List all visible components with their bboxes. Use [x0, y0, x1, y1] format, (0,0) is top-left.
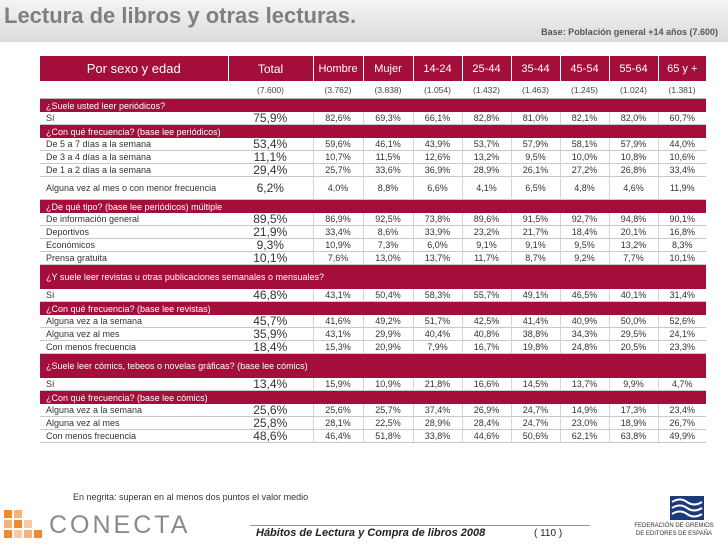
- table-row: [40, 341, 706, 354]
- value-cell: 33,4%: [313, 226, 363, 239]
- table-row: [40, 213, 706, 226]
- table-row: [40, 289, 706, 302]
- question-row: [40, 265, 706, 290]
- value-cell: 41,6%: [313, 315, 363, 328]
- data-table: [40, 56, 706, 443]
- value-cell: 82,8%: [462, 112, 511, 125]
- value-cell: 15,3%: [313, 341, 363, 354]
- column-header-35-44: 35-44: [511, 56, 560, 81]
- total-cell: 48,6%: [228, 430, 313, 443]
- value-cell: 13,7%: [560, 378, 609, 391]
- value-cell: 9,1%: [462, 239, 511, 252]
- table-row: [40, 328, 706, 341]
- value-cell: 46,1%: [363, 138, 413, 151]
- total-cell: 29,4%: [228, 164, 313, 177]
- value-cell: 16,6%: [462, 378, 511, 391]
- value-cell: 51,8%: [363, 430, 413, 443]
- value-cell: 18,9%: [609, 417, 658, 430]
- sample-size-cell: (1.381): [658, 81, 706, 99]
- question-row: [40, 391, 706, 405]
- value-cell: 16,7%: [462, 341, 511, 354]
- total-cell: 21,9%: [228, 226, 313, 239]
- value-cell: 28,4%: [462, 417, 511, 430]
- column-header-total: Total: [228, 56, 313, 81]
- sample-size-cell: (1.463): [511, 81, 560, 99]
- value-cell: 59,6%: [313, 138, 363, 151]
- question-label: ¿Suele leer cómics, tebeos o novelas gráficas? (base lee cómics): [40, 354, 706, 379]
- value-cell: 20,1%: [609, 226, 658, 239]
- value-cell: 40,1%: [609, 289, 658, 302]
- header-bar: [0, 0, 728, 42]
- column-header-55-64: 55-64: [609, 56, 658, 81]
- row-label: Económicos: [40, 239, 228, 252]
- value-cell: 28,9%: [413, 417, 462, 430]
- value-cell: 31,4%: [658, 289, 706, 302]
- value-cell: 43,9%: [413, 138, 462, 151]
- value-cell: 38,8%: [511, 328, 560, 341]
- value-cell: 9,9%: [609, 378, 658, 391]
- value-cell: 4,7%: [658, 378, 706, 391]
- value-cell: 6,5%: [511, 177, 560, 200]
- question-row: [40, 354, 706, 379]
- sample-size-cell: (1.432): [462, 81, 511, 99]
- column-header-25-44: 25-44: [462, 56, 511, 81]
- value-cell: 55,7%: [462, 289, 511, 302]
- value-cell: 7,3%: [363, 239, 413, 252]
- table-row: [40, 252, 706, 265]
- page-title: Lectura de libros y otras lecturas.: [4, 3, 357, 28]
- federation-logo-icon: [670, 496, 704, 520]
- total-cell: 25,8%: [228, 417, 313, 430]
- value-cell: 89,6%: [462, 213, 511, 226]
- sample-size-cell: (3.838): [363, 81, 413, 99]
- table-row: [40, 226, 706, 239]
- table-row: [40, 138, 706, 151]
- value-cell: 15,9%: [313, 378, 363, 391]
- table-row: [40, 404, 706, 417]
- row-label: Alguna vez a la semana: [40, 315, 228, 328]
- value-cell: 10,6%: [658, 151, 706, 164]
- value-cell: 29,9%: [363, 328, 413, 341]
- value-cell: 24,1%: [658, 328, 706, 341]
- value-cell: 43,1%: [313, 328, 363, 341]
- value-cell: 26,7%: [658, 417, 706, 430]
- value-cell: 44,6%: [462, 430, 511, 443]
- value-cell: 23,2%: [462, 226, 511, 239]
- value-cell: 92,5%: [363, 213, 413, 226]
- row-label: Alguna vez al mes: [40, 417, 228, 430]
- value-cell: 26,8%: [609, 164, 658, 177]
- total-cell: 45,7%: [228, 315, 313, 328]
- value-cell: 27,2%: [560, 164, 609, 177]
- value-cell: 24,7%: [511, 417, 560, 430]
- value-cell: 4,6%: [609, 177, 658, 200]
- value-cell: 34,3%: [560, 328, 609, 341]
- value-cell: 37,4%: [413, 404, 462, 417]
- total-cell: 13,4%: [228, 378, 313, 391]
- total-cell: 75,9%: [228, 112, 313, 125]
- row-label: Con menos frecuencia: [40, 341, 228, 354]
- row-label: De 1 a 2 días a la semana: [40, 164, 228, 177]
- question-label: ¿Y suele leer revistas u otras publicaciones semanales o mensuales?: [40, 265, 706, 290]
- value-cell: 4,0%: [313, 177, 363, 200]
- value-cell: 9,5%: [511, 151, 560, 164]
- value-cell: 6,6%: [413, 177, 462, 200]
- value-cell: 23,0%: [560, 417, 609, 430]
- value-cell: 8,7%: [511, 252, 560, 265]
- value-cell: 46,5%: [560, 289, 609, 302]
- total-cell: 6,2%: [228, 177, 313, 200]
- question-row: [40, 125, 706, 139]
- total-cell: 18,4%: [228, 341, 313, 354]
- value-cell: 4,8%: [560, 177, 609, 200]
- value-cell: 29,5%: [609, 328, 658, 341]
- value-cell: 23,3%: [658, 341, 706, 354]
- table-row: [40, 164, 706, 177]
- total-cell: 25,6%: [228, 404, 313, 417]
- row-label: Con menos frecuencia: [40, 430, 228, 443]
- table-header: [40, 56, 706, 81]
- footer-title: Hábitos de Lectura y Compra de libros 2008: [256, 527, 486, 539]
- value-cell: 10,1%: [658, 252, 706, 265]
- value-cell: 16,8%: [658, 226, 706, 239]
- value-cell: 25,6%: [313, 404, 363, 417]
- value-cell: 82,1%: [560, 112, 609, 125]
- value-cell: 33,9%: [413, 226, 462, 239]
- row-label: Prensa gratuita: [40, 252, 228, 265]
- row-label: Alguna vez al mes o con menor frecuencia: [40, 177, 228, 200]
- sample-size-row: [40, 81, 706, 99]
- value-cell: 63,8%: [609, 430, 658, 443]
- value-cell: 7,6%: [313, 252, 363, 265]
- value-cell: 82,6%: [313, 112, 363, 125]
- total-cell: 53,4%: [228, 138, 313, 151]
- value-cell: 11,9%: [658, 177, 706, 200]
- value-cell: 28,9%: [462, 164, 511, 177]
- question-label: ¿Suele usted leer periódicos?: [40, 99, 706, 113]
- value-cell: 42,5%: [462, 315, 511, 328]
- value-cell: 81,0%: [511, 112, 560, 125]
- value-cell: 86,9%: [313, 213, 363, 226]
- bold-note: En negrita: superan en al menos dos puntos el valor medio: [73, 492, 309, 502]
- value-cell: 57,9%: [511, 138, 560, 151]
- table-row: [40, 315, 706, 328]
- value-cell: 40,4%: [413, 328, 462, 341]
- value-cell: 10,9%: [363, 378, 413, 391]
- sample-size-cell: (1.245): [560, 81, 609, 99]
- value-cell: 23,4%: [658, 404, 706, 417]
- footer-divider: [250, 525, 590, 526]
- value-cell: 9,2%: [560, 252, 609, 265]
- value-cell: 58,1%: [560, 138, 609, 151]
- question-label: ¿Con qué frecuencia? (base lee cómics): [40, 391, 706, 405]
- sample-size-cell: (3.762): [313, 81, 363, 99]
- question-label: ¿De qué tipo? (base lee periódicos) múltiple: [40, 200, 706, 214]
- column-header-mujer: Mujer: [363, 56, 413, 81]
- value-cell: 25,7%: [313, 164, 363, 177]
- value-cell: 41,4%: [511, 315, 560, 328]
- row-label: Sí: [40, 112, 228, 125]
- value-cell: 26,9%: [462, 404, 511, 417]
- question-label: ¿Con qué frecuencia? (base lee periódicos): [40, 125, 706, 139]
- row-label: De información general: [40, 213, 228, 226]
- row-label: De 5 a 7 días a la semana: [40, 138, 228, 151]
- total-cell: 89,5%: [228, 213, 313, 226]
- value-cell: 26,1%: [511, 164, 560, 177]
- value-cell: 20,9%: [363, 341, 413, 354]
- value-cell: 66,1%: [413, 112, 462, 125]
- value-cell: 82,0%: [609, 112, 658, 125]
- question-row: [40, 99, 706, 113]
- value-cell: 13,2%: [462, 151, 511, 164]
- value-cell: 49,2%: [363, 315, 413, 328]
- value-cell: 21,8%: [413, 378, 462, 391]
- value-cell: 40,9%: [560, 315, 609, 328]
- base-note: Base: Población general +14 años (7.600): [541, 27, 718, 37]
- value-cell: 8,3%: [658, 239, 706, 252]
- value-cell: 6,0%: [413, 239, 462, 252]
- question-row: [40, 302, 706, 316]
- row-label: Alguna vez al mes: [40, 328, 228, 341]
- sample-size-cell: (1.024): [609, 81, 658, 99]
- value-cell: 10,9%: [313, 239, 363, 252]
- value-cell: 50,0%: [609, 315, 658, 328]
- value-cell: 33,4%: [658, 164, 706, 177]
- column-header-hombre: Hombre: [313, 56, 363, 81]
- value-cell: 12,6%: [413, 151, 462, 164]
- value-cell: 50,6%: [511, 430, 560, 443]
- table-row: [40, 151, 706, 164]
- value-cell: 28,1%: [313, 417, 363, 430]
- value-cell: 91,5%: [511, 213, 560, 226]
- value-cell: 8,8%: [363, 177, 413, 200]
- value-cell: 4,1%: [462, 177, 511, 200]
- value-cell: 49,1%: [511, 289, 560, 302]
- value-cell: 92,7%: [560, 213, 609, 226]
- sample-size-cell: (7.600): [228, 81, 313, 99]
- value-cell: 10,8%: [609, 151, 658, 164]
- conecta-logo-text: CONECTA: [49, 511, 191, 539]
- federation-line: FEDERACIÓN DE GREMIOS: [634, 523, 714, 529]
- table-row: [40, 239, 706, 252]
- value-cell: 40,8%: [462, 328, 511, 341]
- total-cell: 9,3%: [228, 239, 313, 252]
- table-row: [40, 112, 706, 125]
- federation-line: DE EDITORES DE ESPAÑA: [635, 531, 713, 537]
- value-cell: 57,9%: [609, 138, 658, 151]
- row-label: De 3 a 4 días a la semana: [40, 151, 228, 164]
- value-cell: 24,8%: [560, 341, 609, 354]
- value-cell: 94,8%: [609, 213, 658, 226]
- table-row: [40, 430, 706, 443]
- value-cell: 9,5%: [560, 239, 609, 252]
- row-label: Deportivos: [40, 226, 228, 239]
- value-cell: 22,5%: [363, 417, 413, 430]
- value-cell: 62,1%: [560, 430, 609, 443]
- value-cell: 8,6%: [363, 226, 413, 239]
- row-label: Sí: [40, 378, 228, 391]
- row-label: Sí: [40, 289, 228, 302]
- value-cell: 21,7%: [511, 226, 560, 239]
- column-header-65-plus: 65 y +: [658, 56, 706, 81]
- sample-size-label: [40, 81, 228, 99]
- value-cell: 18,4%: [560, 226, 609, 239]
- value-cell: 13,7%: [413, 252, 462, 265]
- value-cell: 50,4%: [363, 289, 413, 302]
- header-label: Por sexo y edad: [40, 56, 228, 81]
- value-cell: 52,6%: [658, 315, 706, 328]
- value-cell: 7,7%: [609, 252, 658, 265]
- table-row: [40, 177, 706, 200]
- question-label: ¿Con qué frecuencia? (base lee revistas): [40, 302, 706, 316]
- value-cell: 44,0%: [658, 138, 706, 151]
- value-cell: 25,7%: [363, 404, 413, 417]
- total-cell: 10,1%: [228, 252, 313, 265]
- value-cell: 24,7%: [511, 404, 560, 417]
- value-cell: 11,5%: [363, 151, 413, 164]
- column-header-45-54: 45-54: [560, 56, 609, 81]
- value-cell: 36,9%: [413, 164, 462, 177]
- value-cell: 33,8%: [413, 430, 462, 443]
- value-cell: 58,3%: [413, 289, 462, 302]
- value-cell: 46,4%: [313, 430, 363, 443]
- value-cell: 33,6%: [363, 164, 413, 177]
- value-cell: 14,5%: [511, 378, 560, 391]
- value-cell: 13,2%: [609, 239, 658, 252]
- page-number: ( 110 ): [534, 528, 563, 539]
- value-cell: 19,8%: [511, 341, 560, 354]
- value-cell: 9,1%: [511, 239, 560, 252]
- value-cell: 53,7%: [462, 138, 511, 151]
- value-cell: 69,3%: [363, 112, 413, 125]
- total-cell: 11,1%: [228, 151, 313, 164]
- value-cell: 11,7%: [462, 252, 511, 265]
- total-cell: 46,8%: [228, 289, 313, 302]
- value-cell: 20,5%: [609, 341, 658, 354]
- total-cell: 35,9%: [228, 328, 313, 341]
- value-cell: 51,7%: [413, 315, 462, 328]
- row-label: Alguna vez a la semana: [40, 404, 228, 417]
- table-row: [40, 378, 706, 391]
- value-cell: 73,8%: [413, 213, 462, 226]
- federation-name: [624, 522, 724, 538]
- value-cell: 17,3%: [609, 404, 658, 417]
- value-cell: 10,7%: [313, 151, 363, 164]
- value-cell: 7,9%: [413, 341, 462, 354]
- table-row: [40, 417, 706, 430]
- value-cell: 10,0%: [560, 151, 609, 164]
- value-cell: 60,7%: [658, 112, 706, 125]
- value-cell: 90,1%: [658, 213, 706, 226]
- question-row: [40, 200, 706, 214]
- value-cell: 49,9%: [658, 430, 706, 443]
- column-header-14-24: 14-24: [413, 56, 462, 81]
- value-cell: 13,0%: [363, 252, 413, 265]
- sample-size-cell: (1.054): [413, 81, 462, 99]
- value-cell: 14,9%: [560, 404, 609, 417]
- conecta-logo-icon: [4, 510, 44, 542]
- value-cell: 43,1%: [313, 289, 363, 302]
